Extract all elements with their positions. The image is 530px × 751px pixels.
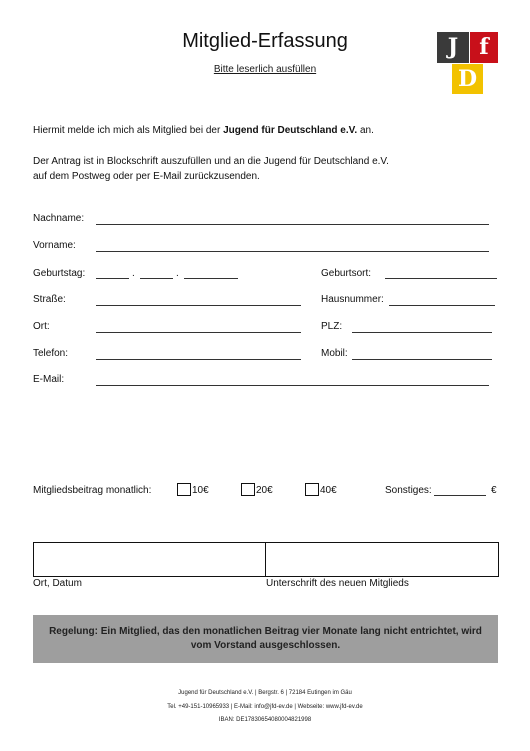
mobil-field[interactable]	[352, 358, 492, 360]
logo-letter-d: D	[452, 64, 483, 94]
geburtsort-field[interactable]	[385, 277, 497, 279]
geburtsort-label: Geburtsort:	[321, 268, 372, 279]
vorname-label: Vorname:	[33, 240, 76, 251]
strasse-label: Straße:	[33, 294, 66, 305]
intro-line-3: auf dem Postweg oder per E-Mail zurückzusenden.	[33, 171, 260, 182]
strasse-field[interactable]	[96, 304, 301, 306]
beitrag-20-label: 20€	[256, 485, 273, 496]
geburtstag-label: Geburtstag:	[33, 268, 86, 279]
unterschrift-label: Unterschrift des neuen Mitglieds	[266, 578, 409, 589]
footer-contact: Tel. +49-151-10965933 | E-Mail: info@jfd-ev.de | Webseite: www.jfd-ev.de	[167, 704, 363, 710]
page-subtitle: Bitte leserlich ausfüllen	[213, 64, 317, 75]
ort-field[interactable]	[96, 331, 301, 333]
plz-label: PLZ:	[321, 321, 343, 332]
rule-text: Regelung: Ein Mitglied, das den monatlichen Beitrag vier Monate lang nicht entrichtet, wird vom Vorstand ausgeschlossen.	[49, 626, 482, 651]
vorname-field[interactable]	[96, 250, 489, 252]
hausnummer-field[interactable]	[389, 304, 495, 306]
logo-letter-j: J	[437, 32, 469, 63]
email-field[interactable]	[96, 384, 489, 386]
intro-line-2: Der Antrag ist in Blockschrift auszufüllen und an die Jugend für Deutschland e.V.	[33, 156, 389, 167]
hausnummer-label: Hausnummer:	[321, 294, 384, 305]
date-separator: .	[132, 268, 135, 279]
sonstiges-label: Sonstiges:	[385, 485, 432, 496]
geburtstag-month-field[interactable]	[140, 277, 173, 279]
beitrag-label: Mitgliedsbeitrag monatlich:	[33, 485, 152, 496]
rule-notice	[33, 615, 498, 663]
geburtstag-day-field[interactable]	[96, 277, 129, 279]
geburtstag-year-field[interactable]	[184, 277, 238, 279]
beitrag-40-checkbox[interactable]	[305, 483, 319, 496]
unterschrift-box[interactable]	[265, 542, 499, 577]
page-title: Mitglied-Erfassung	[182, 30, 348, 52]
email-label: E-Mail:	[33, 374, 65, 385]
beitrag-10-checkbox[interactable]	[177, 483, 191, 496]
ort-datum-box[interactable]	[33, 542, 266, 577]
plz-field[interactable]	[352, 331, 492, 333]
sonstiges-field[interactable]	[434, 494, 486, 496]
telefon-label: Telefon:	[33, 348, 69, 359]
beitrag-40-label: 40€	[320, 485, 337, 496]
intro-prefix: Hiermit melde ich mich als Mitglied bei der	[33, 125, 224, 136]
currency-symbol: €	[491, 485, 497, 496]
org-name: Jugend für Deutschland e.V.	[223, 125, 358, 136]
footer-address: Jugend für Deutschland e.V. | Bergstr. 6 | 72184 Eutingen im Gäu	[178, 690, 352, 696]
intro-suffix: an.	[357, 125, 374, 136]
beitrag-10-label: 10€	[192, 485, 209, 496]
date-separator: .	[176, 268, 179, 279]
nachname-field[interactable]	[96, 223, 489, 225]
mobil-label: Mobil:	[321, 348, 348, 359]
nachname-label: Nachname:	[33, 213, 85, 224]
ort-datum-label: Ort, Datum	[33, 578, 82, 589]
beitrag-20-checkbox[interactable]	[241, 483, 255, 496]
intro-line-1	[33, 125, 374, 136]
telefon-field[interactable]	[96, 358, 301, 360]
logo-letter-f: f	[470, 32, 498, 63]
footer-iban: IBAN: DE17830654080004821998	[218, 717, 312, 723]
ort-label: Ort:	[33, 321, 50, 332]
